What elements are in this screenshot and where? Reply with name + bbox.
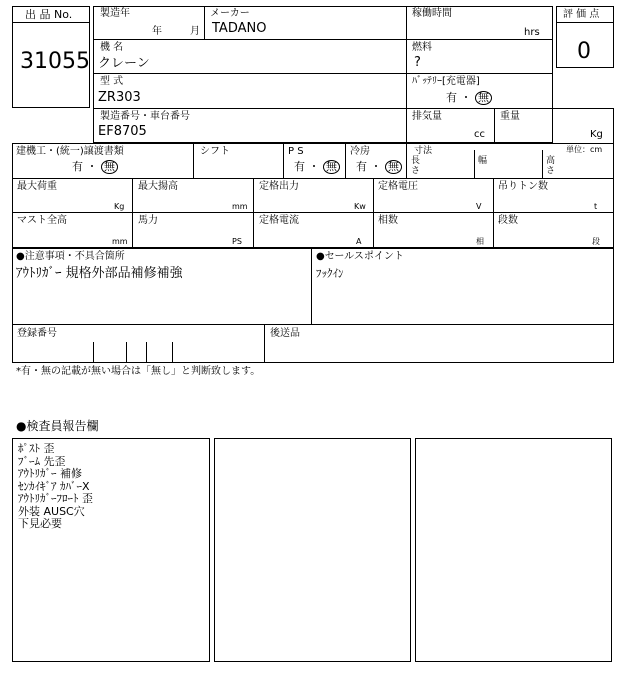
phases-label: 相数 bbox=[378, 215, 398, 226]
displacement-unit: cc bbox=[474, 129, 485, 140]
shift-label: シフト bbox=[200, 146, 230, 157]
cooler-label: 冷房 bbox=[350, 146, 370, 157]
maker-value: TADANO bbox=[212, 21, 267, 36]
cooler-no-circled: 無 bbox=[385, 160, 402, 174]
fuel-value: ? bbox=[414, 55, 421, 70]
stages-unit: 段 bbox=[592, 237, 600, 246]
model-name-value: クレーン bbox=[98, 56, 150, 71]
battery-no-circled: 無 bbox=[475, 91, 492, 105]
rated-current-label: 定格電流 bbox=[259, 215, 299, 226]
cooler-yes: 有 bbox=[356, 160, 367, 173]
width-label: 幅 bbox=[478, 156, 488, 166]
weight-label: 重量 bbox=[500, 111, 520, 122]
dimension-label: 寸法 bbox=[414, 146, 433, 156]
rated-current-unit: A bbox=[356, 237, 362, 246]
serial-value: EF8705 bbox=[98, 124, 147, 139]
listing-no: 31055 bbox=[20, 49, 90, 74]
model-name-label: 機 名 bbox=[100, 42, 124, 53]
year-unit: 年 bbox=[152, 26, 162, 37]
cooler-choice bbox=[356, 160, 402, 174]
type-value: ZR303 bbox=[98, 90, 141, 105]
year-made-label: 製造年 bbox=[100, 8, 130, 19]
max-lift-unit: mm bbox=[232, 202, 248, 211]
weight-unit: Kg bbox=[590, 129, 603, 140]
phases-unit: 相 bbox=[476, 237, 484, 246]
ps-dot: ・ bbox=[308, 160, 320, 173]
inspector-title: ●検査員報告欄 bbox=[16, 419, 99, 433]
rated-voltage-unit: V bbox=[476, 202, 482, 211]
rating-value: 0 bbox=[577, 39, 591, 64]
max-load-unit: Kg bbox=[114, 202, 125, 211]
transfer-dot: ・ bbox=[86, 160, 98, 173]
month-unit: 月 bbox=[190, 26, 200, 37]
transfer-doc-choice bbox=[72, 160, 118, 174]
sales-label: ●セールスポイント bbox=[316, 251, 404, 262]
mast-height-label: マスト全高 bbox=[17, 215, 67, 226]
max-load-label: 最大荷重 bbox=[17, 181, 57, 192]
rated-output-label: 定格出力 bbox=[259, 181, 299, 192]
inspector-panel-2 bbox=[214, 438, 411, 662]
battery-choice bbox=[446, 91, 492, 105]
listing-no-label: 出 品 No. bbox=[25, 8, 73, 21]
lift-tons-label: 吊りトン数 bbox=[498, 181, 548, 192]
maker-label: メーカー bbox=[210, 8, 250, 19]
transfer-no-circled: 無 bbox=[101, 160, 118, 174]
lift-tons-unit: t bbox=[594, 202, 598, 211]
cooler-dot: ・ bbox=[370, 160, 382, 173]
header-frame bbox=[93, 6, 553, 143]
ps-label: P S bbox=[288, 146, 304, 157]
caution-text: ｱｳﾄﾘｶﾞｰ 規格外部品補修補強 bbox=[16, 266, 183, 281]
mast-height-unit: mm bbox=[112, 237, 128, 246]
battery-label: ﾊﾞｯﾃﾘｰ[充電器] bbox=[412, 76, 480, 87]
serial-label: 製造番号・車台番号 bbox=[100, 111, 190, 122]
inspector-notes: ﾎﾟｽﾄ 歪 ﾌﾞｰﾑ 先歪 ｱｳﾄﾘｶﾞｰ 補修 ｾﾝｶｲｷﾞｱ ｶﾊﾞｰX ｱｳﾄﾘｶﾞｰﾌﾛｰﾄ 歪 外装 AUSC穴 下見必要 bbox=[18, 442, 93, 530]
horsepower-unit: PS bbox=[232, 237, 242, 246]
max-lift-label: 最大揚高 bbox=[138, 181, 178, 192]
type-label: 型 式 bbox=[100, 76, 124, 87]
fuel-label: 燃料 bbox=[412, 42, 432, 53]
rating-label: 評 価 点 bbox=[563, 9, 600, 20]
length-label: 長さ bbox=[411, 156, 421, 176]
registration-label: 登録番号 bbox=[17, 328, 57, 339]
ps-no-circled: 無 bbox=[323, 160, 340, 174]
spec-grid bbox=[12, 143, 614, 248]
dimension-unit: 単位：cm bbox=[566, 145, 603, 154]
stages-label: 段数 bbox=[498, 215, 518, 226]
hours-unit: hrs bbox=[524, 27, 540, 38]
sales-text: ﾌｯｸｲﾝ bbox=[316, 267, 344, 280]
height-label: 高さ bbox=[546, 156, 556, 176]
rated-output-unit: Kw bbox=[354, 202, 366, 211]
transfer-doc-label: 建機工・(統一)譲渡書類 bbox=[16, 146, 124, 157]
ps-yes: 有 bbox=[294, 160, 305, 173]
rated-voltage-label: 定格電圧 bbox=[378, 181, 418, 192]
footnote: *有・無の記載が無い場合は「無し」と判断致します。 bbox=[16, 366, 261, 377]
horsepower-label: 馬力 bbox=[138, 215, 158, 226]
caution-label: ●注意事項・不具合箇所 bbox=[16, 251, 125, 262]
transfer-yes: 有 bbox=[72, 160, 83, 173]
shipping-label: 後送品 bbox=[270, 328, 300, 339]
displacement-label: 排気量 bbox=[412, 111, 442, 122]
inspector-panel-3 bbox=[415, 438, 612, 662]
battery-dot: ・ bbox=[460, 91, 472, 104]
hours-label: 稼働時間 bbox=[412, 8, 452, 19]
ps-choice bbox=[294, 160, 340, 174]
battery-yes: 有 bbox=[446, 91, 457, 104]
